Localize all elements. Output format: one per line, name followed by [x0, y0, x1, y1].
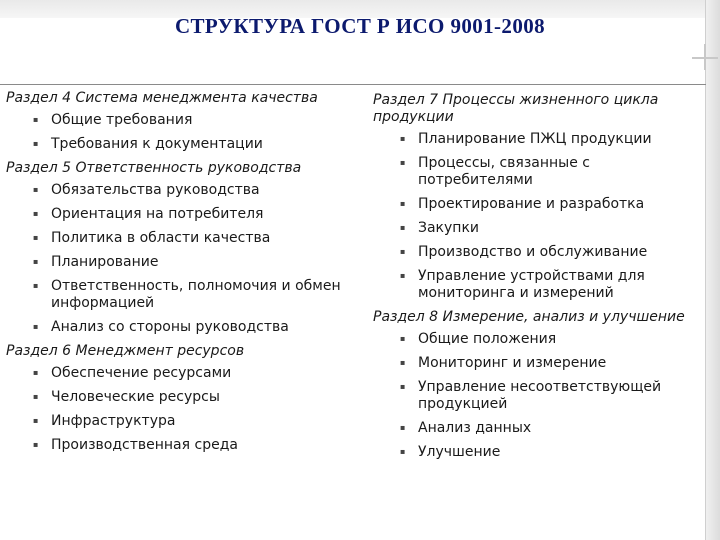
list-item — [6, 319, 356, 336]
list-item — [373, 331, 701, 348]
bullet-icon: ▪ — [33, 281, 39, 290]
bullet-icon: ▪ — [400, 447, 406, 456]
bullet-icon: ▪ — [33, 233, 39, 242]
section-heading: Раздел 5 Ответственность руководства — [6, 160, 302, 176]
list-item — [373, 220, 701, 237]
bullet-icon: ▪ — [33, 209, 39, 218]
list-item-text: Требования к документации — [51, 136, 263, 152]
bullet-icon: ▪ — [400, 271, 406, 280]
bullet-icon: ▪ — [400, 199, 406, 208]
bullet-icon: ▪ — [400, 134, 406, 143]
list-item — [373, 379, 701, 413]
slide-title: СТРУКТУРА ГОСТ Р ИСО 9001-2008 — [174, 14, 546, 38]
list-item-text: Обязательства руководства — [51, 182, 260, 198]
bullet-icon: ▪ — [33, 440, 39, 449]
bullet-icon: ▪ — [400, 158, 406, 167]
bullet-icon: ▪ — [400, 423, 406, 432]
bullet-icon: ▪ — [33, 257, 39, 266]
list-item-text: Обеспечение ресурсами — [51, 365, 232, 381]
list-item — [6, 389, 356, 406]
list-item — [6, 437, 356, 454]
title-divider — [0, 84, 706, 85]
bullet-icon: ▪ — [33, 392, 39, 401]
section-heading: Раздел 8 Измерение, анализ и улучшение — [373, 309, 685, 325]
bullet-icon: ▪ — [400, 223, 406, 232]
list-item-text: Анализ со стороны руководства — [51, 319, 289, 335]
list-item-text: Ориентация на потребителя — [51, 206, 264, 222]
list-item — [373, 155, 701, 189]
list-item-text: Мониторинг и измерение — [418, 355, 607, 371]
list-item — [373, 244, 701, 261]
bullet-icon: ▪ — [33, 322, 39, 331]
list-item-text: Управление несоответствующей продукцией — [418, 379, 662, 412]
list-item-text: Проектирование и разработка — [418, 196, 645, 212]
list-item-text: Инфраструктура — [51, 413, 176, 429]
section-item-list — [373, 331, 701, 461]
corner-cross-v — [704, 44, 706, 70]
list-item — [373, 444, 701, 461]
right-column — [373, 90, 701, 468]
list-item-text: Ответственность, полномочия и обмен информацией — [51, 278, 341, 311]
bullet-icon: ▪ — [400, 334, 406, 343]
list-item-text: Улучшение — [418, 444, 501, 460]
bullet-icon: ▪ — [33, 368, 39, 377]
list-item-text: Общие положения — [418, 331, 557, 347]
bullet-icon: ▪ — [33, 416, 39, 425]
list-item-text: Управление устройствами для мониторинга и измерений — [418, 268, 645, 301]
list-item-text: Политика в области качества — [51, 230, 271, 246]
bullet-icon: ▪ — [400, 382, 406, 391]
list-item-text: Анализ данных — [418, 420, 532, 436]
bullet-icon: ▪ — [33, 115, 39, 124]
list-item — [373, 268, 701, 302]
list-item — [6, 112, 356, 129]
list-item-text: Человеческие ресурсы — [51, 389, 220, 405]
list-item — [6, 230, 356, 247]
list-item — [373, 420, 701, 437]
list-item — [373, 355, 701, 372]
list-item — [6, 278, 356, 312]
list-item — [373, 131, 701, 148]
list-item — [6, 182, 356, 199]
list-item-text: Производство и обслуживание — [418, 244, 648, 260]
list-item — [6, 254, 356, 271]
section-item-list — [373, 131, 701, 302]
section-item-list — [6, 112, 356, 153]
list-item — [6, 413, 356, 430]
left-column — [6, 90, 356, 461]
list-item — [373, 196, 701, 213]
bullet-icon: ▪ — [33, 185, 39, 194]
list-item-text: Закупки — [418, 220, 480, 236]
section-heading: Раздел 4 Система менеджмента качества — [6, 90, 318, 106]
list-item-text: Процессы, связанные с потребителями — [418, 155, 590, 188]
bullet-icon: ▪ — [400, 358, 406, 367]
list-item — [6, 206, 356, 223]
list-item — [6, 136, 356, 153]
section-item-list — [6, 365, 356, 454]
section-heading: Раздел 6 Менеджмент ресурсов — [6, 343, 245, 359]
section-heading: Раздел 7 Процессы жизненного цикла продукции — [373, 92, 659, 125]
slide-right-frame — [705, 0, 720, 540]
list-item-text: Планирование ПЖЦ продукции — [418, 131, 652, 147]
section-item-list — [6, 182, 356, 336]
bullet-icon: ▪ — [33, 139, 39, 148]
bullet-icon: ▪ — [400, 247, 406, 256]
list-item-text: Общие требования — [51, 112, 193, 128]
list-item — [6, 365, 356, 382]
list-item-text: Планирование — [51, 254, 159, 270]
list-item-text: Производственная среда — [51, 437, 238, 453]
